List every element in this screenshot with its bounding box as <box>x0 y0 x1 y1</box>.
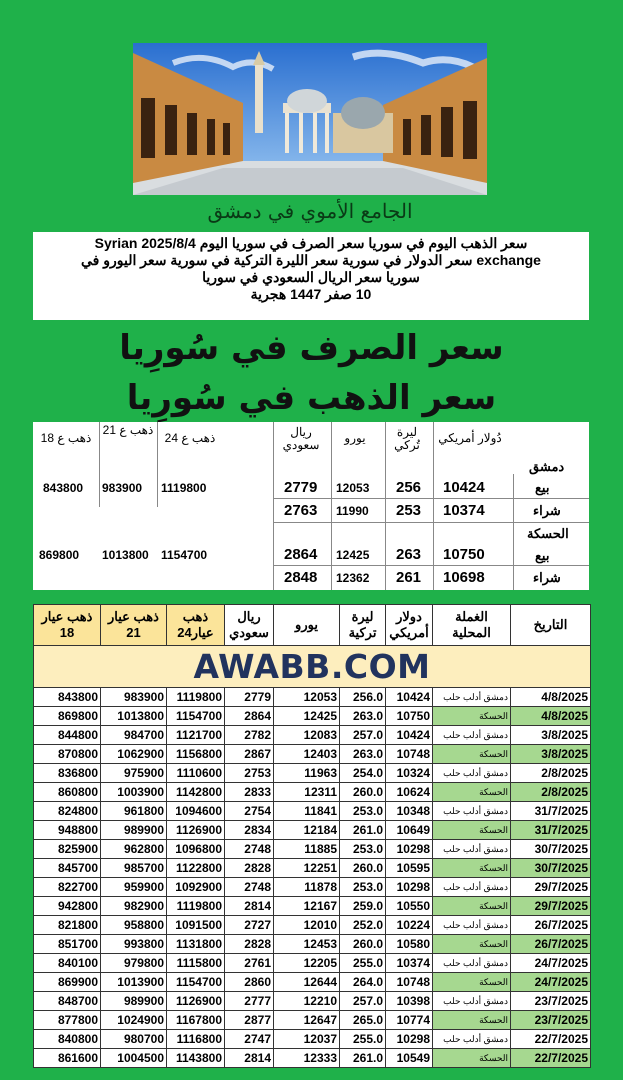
summary-try-buy-1: 253 <box>396 502 422 519</box>
cell-date: 29/7/2025 <box>511 878 591 897</box>
cell-date: 2/8/2025 <box>511 764 591 783</box>
cell-local: دمشق أدلب حلب <box>433 954 511 973</box>
cell-usd: 10298 <box>386 878 433 897</box>
cell-try: 257.0 <box>340 726 386 745</box>
cell-g18: 824800 <box>34 802 101 821</box>
cell-sar: 2777 <box>225 992 274 1011</box>
table-row <box>34 688 591 707</box>
col-header-g24: ذهب عيار24 <box>167 605 225 646</box>
table-row <box>34 935 591 954</box>
cell-g18: 821800 <box>34 916 101 935</box>
summary-sell-label-1: بيع <box>535 480 550 495</box>
cell-sar: 2782 <box>225 726 274 745</box>
summary-try-buy-2: 261 <box>396 569 422 586</box>
table-row <box>34 764 591 783</box>
summary-header-sar: ريال سعودي <box>282 425 320 452</box>
col-header-sar: ريال سعودي <box>225 605 274 646</box>
cell-local: دمشق أدلب حلب <box>433 764 511 783</box>
cell-g21: 1003900 <box>101 783 167 802</box>
cell-local: الحسكة <box>433 821 511 840</box>
cell-date: 3/8/2025 <box>511 745 591 764</box>
grid-line <box>157 422 158 507</box>
cell-eur: 12425 <box>274 707 340 726</box>
cell-g21: 993800 <box>101 935 167 954</box>
summary-sar-buy-2: 2848 <box>284 569 318 586</box>
cell-g24: 1115800 <box>167 954 225 973</box>
cell-sar: 2753 <box>225 764 274 783</box>
cell-eur: 11878 <box>274 878 340 897</box>
cell-usd: 10424 <box>386 688 433 707</box>
cell-usd: 10374 <box>386 954 433 973</box>
cell-local: دمشق أدلب حلب <box>433 726 511 745</box>
cell-g24: 1143800 <box>167 1049 225 1068</box>
cell-g18: 860800 <box>34 783 101 802</box>
cell-eur: 12251 <box>274 859 340 878</box>
cell-date: 23/7/2025 <box>511 992 591 1011</box>
cell-date: 3/8/2025 <box>511 726 591 745</box>
cell-g21: 980700 <box>101 1030 167 1049</box>
cell-local: الحسكة <box>433 897 511 916</box>
cell-local: الحسكة <box>433 1049 511 1068</box>
col-header-date: التاريخ <box>511 605 591 646</box>
table-row <box>34 1049 591 1068</box>
cell-g24: 1154700 <box>167 707 225 726</box>
cell-g18: 869800 <box>34 707 101 726</box>
summary-eur-buy-2: 12362 <box>336 571 370 585</box>
cell-g21: 1062900 <box>101 745 167 764</box>
cell-local: دمشق أدلب حلب <box>433 840 511 859</box>
cell-date: 29/7/2025 <box>511 897 591 916</box>
cell-g18: 822700 <box>34 878 101 897</box>
header-line-4: 10 صفر 1447 هجرية <box>250 286 372 302</box>
cell-sar: 2833 <box>225 783 274 802</box>
cell-try: 257.0 <box>340 992 386 1011</box>
cell-try: 252.0 <box>340 916 386 935</box>
cell-g18: 840800 <box>34 1030 101 1049</box>
summary-header-usd: دُولار أمريكي <box>438 431 502 445</box>
cell-try: 261.0 <box>340 821 386 840</box>
cell-g24: 1122800 <box>167 859 225 878</box>
cell-sar: 2877 <box>225 1011 274 1030</box>
cell-date: 30/7/2025 <box>511 840 591 859</box>
summary-usd-buy-2: 10698 <box>443 569 485 586</box>
cell-g18: 948800 <box>34 821 101 840</box>
cell-eur: 12184 <box>274 821 340 840</box>
cell-sar: 2828 <box>225 859 274 878</box>
header-line-3: سوريا سعر الريال السعودي في سوريا <box>202 269 420 285</box>
cell-local: دمشق أدلب حلب <box>433 688 511 707</box>
cell-local: دمشق أدلب حلب <box>433 992 511 1011</box>
table-row <box>34 707 591 726</box>
cell-g21: 975900 <box>101 764 167 783</box>
col-header-g21: ذهب عيار 21 <box>101 605 167 646</box>
cell-g21: 984700 <box>101 726 167 745</box>
summary-eur-sell-2: 12425 <box>336 548 370 562</box>
col-header-try: ليرة تركية <box>340 605 386 646</box>
cell-eur: 12210 <box>274 992 340 1011</box>
table-row <box>34 859 591 878</box>
cell-g18: 848700 <box>34 992 101 1011</box>
table-row <box>34 802 591 821</box>
cell-g18: 869900 <box>34 973 101 992</box>
summary-sar-buy-1: 2763 <box>284 502 318 519</box>
cell-g21: 982900 <box>101 897 167 916</box>
summary-buy-label-1: شراء <box>533 503 561 518</box>
cell-sar: 2761 <box>225 954 274 973</box>
summary-g18-2: 869800 <box>39 548 80 562</box>
cell-g24: 1126900 <box>167 992 225 1011</box>
summary-sell-label-2: بيع <box>535 548 550 563</box>
cell-sar: 2747 <box>225 1030 274 1049</box>
cell-sar: 2860 <box>225 973 274 992</box>
table-row <box>34 897 591 916</box>
photo-caption: الجامع الأموي في دمشق <box>207 199 413 223</box>
cell-date: 22/7/2025 <box>511 1030 591 1049</box>
summary-try-sell-2: 263 <box>396 546 422 563</box>
summary-usd-buy-1: 10374 <box>443 502 485 519</box>
cell-g21: 958800 <box>101 916 167 935</box>
cell-sar: 2727 <box>225 916 274 935</box>
summary-header-eur: يورو <box>344 431 366 445</box>
grid-line <box>99 422 100 507</box>
cell-g21: 959900 <box>101 878 167 897</box>
cell-local: الحسكة <box>433 1011 511 1030</box>
cell-local: الحسكة <box>433 973 511 992</box>
summary-sar-sell-1: 2779 <box>284 479 318 496</box>
cell-eur: 12083 <box>274 726 340 745</box>
cell-usd: 10595 <box>386 859 433 878</box>
table-row <box>34 916 591 935</box>
table-row <box>34 1030 591 1049</box>
headline-exchange: سعر الصرف في سُورِيا <box>119 328 504 368</box>
cell-usd: 10398 <box>386 992 433 1011</box>
cell-g24: 1110600 <box>167 764 225 783</box>
cell-sar: 2828 <box>225 935 274 954</box>
cell-g21: 989900 <box>101 821 167 840</box>
cell-g24: 1091500 <box>167 916 225 935</box>
cell-g21: 1013800 <box>101 707 167 726</box>
summary-usd-sell-2: 10750 <box>443 546 485 563</box>
col-header-g18: ذهب عيار 18 <box>34 605 101 646</box>
grid-line <box>273 522 589 523</box>
cell-usd: 10549 <box>386 1049 433 1068</box>
cell-g21: 961800 <box>101 802 167 821</box>
cell-date: 26/7/2025 <box>511 935 591 954</box>
summary-usd-sell-1: 10424 <box>443 479 485 496</box>
cell-g18: 843800 <box>34 688 101 707</box>
cell-date: 24/7/2025 <box>511 973 591 992</box>
cell-try: 265.0 <box>340 1011 386 1030</box>
header-line-2: exchange سعر الدولار في سورية سعر الليرة التركية في سورية سعر اليورو في <box>81 252 541 268</box>
table-row <box>34 1011 591 1030</box>
cell-usd: 10298 <box>386 1030 433 1049</box>
cell-g21: 989900 <box>101 992 167 1011</box>
cell-try: 256.0 <box>340 688 386 707</box>
cell-local: الحسكة <box>433 859 511 878</box>
cell-try: 255.0 <box>340 954 386 973</box>
cell-eur: 11963 <box>274 764 340 783</box>
cell-eur: 12453 <box>274 935 340 954</box>
cell-try: 260.0 <box>340 783 386 802</box>
cell-g18: 870800 <box>34 745 101 764</box>
summary-g24-2: 1154700 <box>161 548 208 562</box>
cell-eur: 12311 <box>274 783 340 802</box>
cell-date: 4/8/2025 <box>511 707 591 726</box>
table-row <box>34 973 591 992</box>
cell-date: 24/7/2025 <box>511 954 591 973</box>
cell-sar: 2779 <box>225 688 274 707</box>
cell-try: 263.0 <box>340 745 386 764</box>
summary-g21-2: 1013800 <box>102 548 149 562</box>
cell-g24: 1119800 <box>167 688 225 707</box>
summary-header-g24: ذهب ع 24 <box>164 431 216 445</box>
cell-g24: 1096800 <box>167 840 225 859</box>
cell-try: 253.0 <box>340 802 386 821</box>
cell-sar: 2754 <box>225 802 274 821</box>
cell-g21: 1013900 <box>101 973 167 992</box>
cell-g21: 985700 <box>101 859 167 878</box>
summary-eur-sell-1: 12053 <box>336 481 370 495</box>
cell-local: الحسكة <box>433 935 511 954</box>
cell-usd: 10224 <box>386 916 433 935</box>
cell-sar: 2867 <box>225 745 274 764</box>
cell-local: الحسكة <box>433 707 511 726</box>
cell-usd: 10624 <box>386 783 433 802</box>
cell-local: الحسكة <box>433 745 511 764</box>
cell-g21: 1004500 <box>101 1049 167 1068</box>
table-row <box>34 821 591 840</box>
headline-gold: سعر الذهب في سُورِيا <box>126 378 497 418</box>
cell-eur: 12647 <box>274 1011 340 1030</box>
grid-line <box>273 565 589 566</box>
cell-g24: 1156800 <box>167 745 225 764</box>
cell-eur: 12205 <box>274 954 340 973</box>
cell-try: 260.0 <box>340 935 386 954</box>
cell-usd: 10750 <box>386 707 433 726</box>
cell-g18: 836800 <box>34 764 101 783</box>
cell-eur: 12010 <box>274 916 340 935</box>
cell-g18: 840100 <box>34 954 101 973</box>
cell-local: دمشق أدلب حلب <box>433 878 511 897</box>
cell-date: 31/7/2025 <box>511 802 591 821</box>
cell-date: 30/7/2025 <box>511 859 591 878</box>
summary-box <box>33 422 589 590</box>
cell-g24: 1094600 <box>167 802 225 821</box>
summary-header-try: ليرة تُركي <box>394 425 420 452</box>
table-row <box>34 745 591 764</box>
cell-sar: 2748 <box>225 840 274 859</box>
cell-try: 260.0 <box>340 859 386 878</box>
summary-g21-1: 983900 <box>102 481 143 495</box>
cell-local: دمشق أدلب حلب <box>433 802 511 821</box>
col-header-local: الغملة المحلية <box>433 605 511 646</box>
summary-g18-1: 843800 <box>43 481 84 495</box>
cell-try: 261.0 <box>340 1049 386 1068</box>
cell-usd: 10550 <box>386 897 433 916</box>
cell-usd: 10298 <box>386 840 433 859</box>
cell-usd: 10580 <box>386 935 433 954</box>
cell-g21: 983900 <box>101 688 167 707</box>
cell-g18: 877800 <box>34 1011 101 1030</box>
cell-date: 22/7/2025 <box>511 1049 591 1068</box>
cell-local: دمشق أدلب حلب <box>433 1030 511 1049</box>
summary-header-g18: ذهب ع 18 <box>40 431 92 445</box>
cell-date: 31/7/2025 <box>511 821 591 840</box>
cell-eur: 12403 <box>274 745 340 764</box>
cell-g21: 979800 <box>101 954 167 973</box>
cell-sar: 2834 <box>225 821 274 840</box>
cell-g21: 1024900 <box>101 1011 167 1030</box>
cell-try: 259.0 <box>340 897 386 916</box>
cell-try: 253.0 <box>340 840 386 859</box>
grid-line <box>273 498 589 499</box>
history-table <box>33 604 590 1068</box>
cell-usd: 10324 <box>386 764 433 783</box>
mosque-photo <box>133 43 487 195</box>
cell-eur: 12167 <box>274 897 340 916</box>
cell-sar: 2814 <box>225 897 274 916</box>
cell-eur: 12644 <box>274 973 340 992</box>
cell-g24: 1121700 <box>167 726 225 745</box>
summary-sar-sell-2: 2864 <box>284 546 318 563</box>
table-row <box>34 992 591 1011</box>
cell-g18: 942800 <box>34 897 101 916</box>
summary-try-sell-1: 256 <box>396 479 422 496</box>
cell-date: 4/8/2025 <box>511 688 591 707</box>
cell-g18: 825900 <box>34 840 101 859</box>
cell-usd: 10348 <box>386 802 433 821</box>
cell-g24: 1119800 <box>167 897 225 916</box>
awabb-banner: AWABB.COM <box>34 646 591 688</box>
table-row <box>34 878 591 897</box>
cell-date: 26/7/2025 <box>511 916 591 935</box>
summary-city-1: دمشق <box>529 459 565 474</box>
cell-eur: 12333 <box>274 1049 340 1068</box>
cell-usd: 10649 <box>386 821 433 840</box>
cell-g21: 962800 <box>101 840 167 859</box>
cell-usd: 10748 <box>386 973 433 992</box>
cell-g24: 1154700 <box>167 973 225 992</box>
table-row <box>34 726 591 745</box>
header-line-1: سعر الذهب اليوم في سوريا سعر الصرف في سوريا اليوم Syrian 2025/8/4 <box>94 235 528 251</box>
cell-date: 23/7/2025 <box>511 1011 591 1030</box>
cell-sar: 2748 <box>225 878 274 897</box>
cell-try: 263.0 <box>340 707 386 726</box>
cell-try: 253.0 <box>340 878 386 897</box>
col-header-eur: يورو <box>274 605 340 646</box>
cell-eur: 12053 <box>274 688 340 707</box>
table-row <box>34 840 591 859</box>
cell-g24: 1167800 <box>167 1011 225 1030</box>
cell-g24: 1092900 <box>167 878 225 897</box>
summary-g24-1: 1119800 <box>161 481 207 495</box>
grid-line <box>513 474 514 590</box>
cell-g24: 1131800 <box>167 935 225 954</box>
cell-g24: 1126900 <box>167 821 225 840</box>
cell-eur: 11885 <box>274 840 340 859</box>
cell-eur: 12037 <box>274 1030 340 1049</box>
summary-header-g21: ذهب ع 21 <box>102 423 154 437</box>
cell-g18: 861600 <box>34 1049 101 1068</box>
cell-try: 264.0 <box>340 973 386 992</box>
cell-try: 254.0 <box>340 764 386 783</box>
header-box <box>33 232 589 320</box>
col-header-usd: دولار أمريكي <box>386 605 433 646</box>
summary-city-2: الحسكة <box>527 526 569 541</box>
cell-g18: 845700 <box>34 859 101 878</box>
cell-local: الحسكة <box>433 783 511 802</box>
cell-g18: 844800 <box>34 726 101 745</box>
cell-try: 255.0 <box>340 1030 386 1049</box>
cell-usd: 10748 <box>386 745 433 764</box>
cell-g18: 851700 <box>34 935 101 954</box>
cell-g24: 1116800 <box>167 1030 225 1049</box>
table-row <box>34 954 591 973</box>
summary-eur-buy-1: 11990 <box>336 504 369 518</box>
cell-usd: 10424 <box>386 726 433 745</box>
cell-g24: 1142800 <box>167 783 225 802</box>
cell-usd: 10774 <box>386 1011 433 1030</box>
summary-buy-label-2: شراء <box>533 570 561 585</box>
table-row <box>34 783 591 802</box>
cell-local: دمشق أدلب حلب <box>433 916 511 935</box>
cell-sar: 2864 <box>225 707 274 726</box>
cell-sar: 2814 <box>225 1049 274 1068</box>
cell-date: 2/8/2025 <box>511 783 591 802</box>
cell-eur: 11841 <box>274 802 340 821</box>
